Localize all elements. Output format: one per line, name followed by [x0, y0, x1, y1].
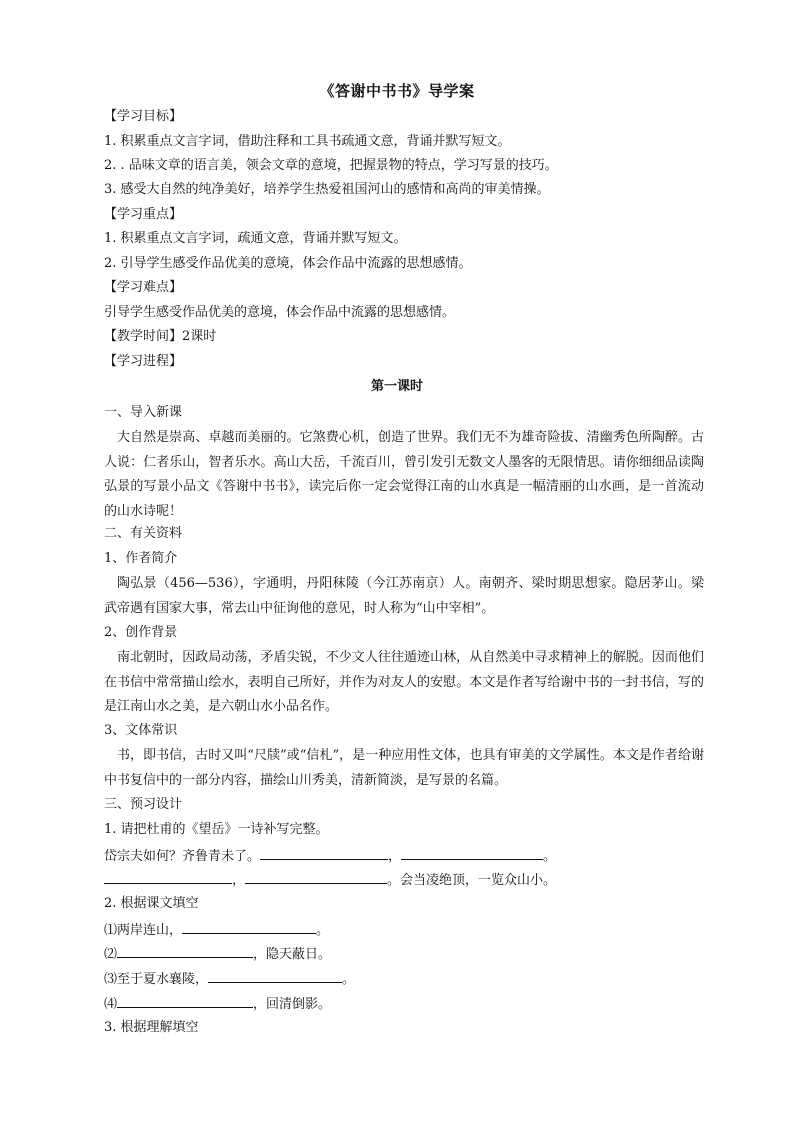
part3-heading: 三、预习设计	[104, 797, 183, 812]
author-text: 陶弘景（456—536），字通明，丹阳秣陵（今江苏南京）人。南朝齐、梁时期思想家。隐居茅山。梁武帝遇有国家大事，常去山中征询他的意见，时人称为“山中宰相”。	[104, 576, 704, 616]
difficulty-1: 引导学生感受作品优美的意境，体会作品中流露的思想感情。	[104, 305, 456, 320]
goal-3: 3. 感受大自然的纯净美好，培养学生热爱祖国河山的感情和高尚的审美情操。	[104, 182, 550, 197]
key-points-heading: 【学习重点】	[104, 207, 183, 222]
process-heading: 【学习进程】	[104, 354, 183, 369]
lesson-title: 第一课时	[370, 379, 423, 394]
genre-heading: 3、文体常识	[104, 723, 178, 738]
poem-line-end: 。会当凌绝顶，一览众山小。	[387, 873, 557, 888]
key-point-2: 2. 引导学生感受作品优美的意境，体会作品中流露的思想感情。	[104, 256, 472, 271]
genre-text: 书，即书信，古时又叫“尺牍”或“信札”，是一种应用性文体，也具有审美的文学属性。本文是作者给谢中书复信中的一部分内容，描绘山川秀美，清新简淡，是写景的名篇。	[104, 748, 704, 788]
fill-blank[interactable]	[260, 846, 388, 860]
author-heading: 1、作者简介	[104, 551, 178, 566]
period: 。	[316, 923, 330, 938]
item-number: ⑷	[104, 997, 118, 1012]
period: 。	[543, 849, 557, 864]
goal-2: 2. . 品味文章的语言美，领会文章的意境，把握景物的特点，学习写景的技巧。	[104, 158, 558, 173]
goals-heading: 【学习目标】	[104, 109, 183, 124]
item-number: ⑵	[104, 947, 118, 962]
fill-blank[interactable]	[245, 870, 387, 884]
period: 。	[342, 972, 356, 987]
comma: ，	[232, 873, 246, 888]
question-2-item-4	[104, 994, 704, 1014]
poem-line-text: 岱宗夫如何？齐鲁青未了。	[104, 849, 261, 864]
comma: ，	[388, 849, 402, 864]
item-text: ，隐天蔽日。	[253, 947, 332, 962]
part1-text: 大自然是崇高、卓越而美丽的。它煞费心机，创造了世界。我们无不为雄奇险拔、清幽秀色所陶醉。古人说：仁者乐山，智者乐水。高山大岳，千流百川，曾引发引无数文人墨客的无限情思。请你细细品读陶弘景的写景小品文《答谢中书书》，读完后你一定会觉得江南的山水真是一幅清丽的山水画，是一首流动的山水诗呢！	[104, 430, 704, 519]
question-2: 2. 根据课文填空	[104, 896, 199, 911]
fill-blank[interactable]	[182, 920, 316, 934]
item-text: ⑶至于夏水襄陵，	[104, 972, 209, 987]
background-heading: 2、创作背景	[104, 625, 178, 640]
question-1-line-2	[104, 870, 704, 890]
key-point-1: 1. 积累重点文言字词，疏通文意，背诵并默写短文。	[104, 231, 407, 246]
question-1-line-1	[104, 846, 704, 866]
fill-blank[interactable]	[117, 944, 253, 958]
goal-1: 1. 积累重点文言字词，借助注释和工具书疏通文意，背诵并默写短文。	[104, 134, 511, 149]
difficulty-heading: 【学习难点】	[104, 280, 183, 295]
question-2-item-1	[104, 920, 704, 940]
item-text: ，回清倒影。	[253, 997, 332, 1012]
item-text: ⑴两岸连山，	[104, 923, 183, 938]
question-3: 3. 根据理解填空	[104, 1020, 199, 1035]
teaching-time: 【教学时间】2课时	[104, 329, 217, 344]
fill-blank[interactable]	[104, 870, 232, 884]
question-2-item-2	[104, 944, 704, 964]
page-title: 《答谢中书书》导学案	[319, 82, 475, 100]
fill-blank[interactable]	[117, 994, 253, 1008]
fill-blank[interactable]	[208, 969, 342, 983]
part1-heading: 一、导入新课	[104, 405, 183, 420]
background-text: 南北朝时，因政局动荡，矛盾尖锐，不少文人往往遁迹山林，从自然美中寻求精神上的解脱。因而他们在书信中常常描山绘水，表明自己所好，并作为对友人的安慰。本文是作者写给谢中书的一封书信，写的是江南山水之美，是六朝山水小品名作。	[104, 650, 704, 714]
part2-heading: 二、有关资料	[104, 526, 183, 541]
question-1: 1. 请把杜甫的《望岳》一诗补写完整。	[104, 822, 329, 837]
fill-blank[interactable]	[401, 846, 543, 860]
question-2-item-3	[104, 969, 704, 989]
